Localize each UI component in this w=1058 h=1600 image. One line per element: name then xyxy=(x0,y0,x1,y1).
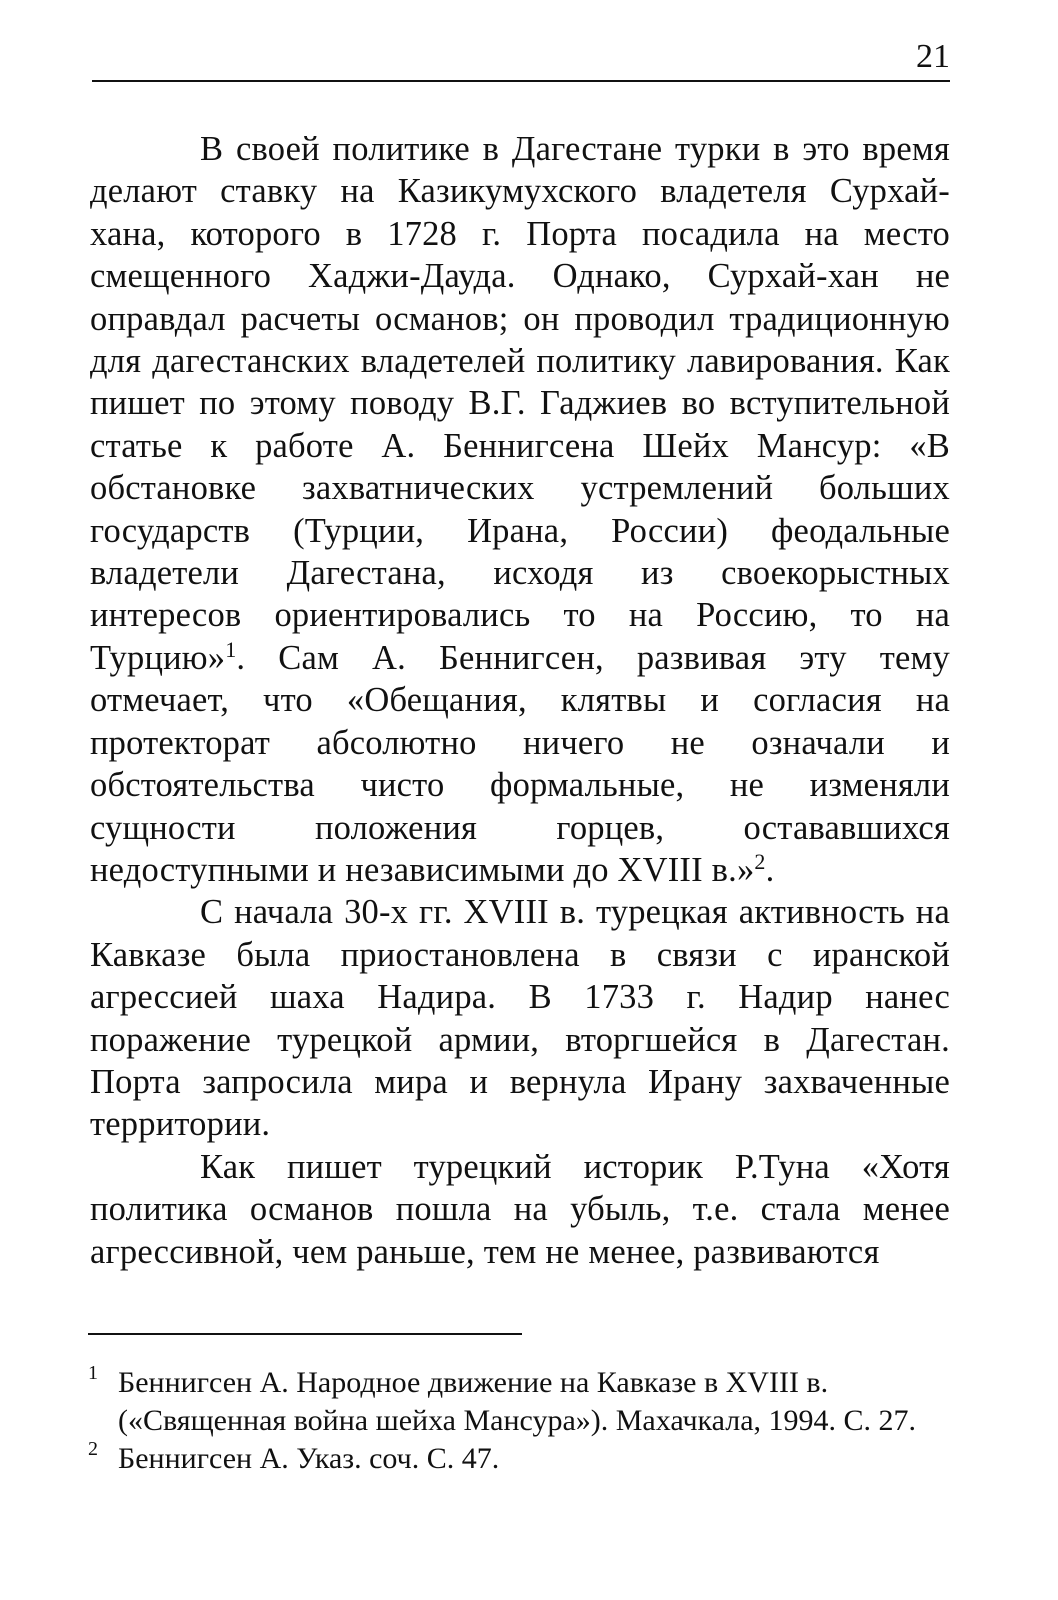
footnote-text: Беннигсен А. Указ. соч. С. 47. xyxy=(118,1442,500,1475)
main-text xyxy=(90,128,950,1273)
page-number: 21 xyxy=(916,38,950,75)
header-rule xyxy=(92,80,950,82)
text-run: В своей политике в Дагестане турки в это время делают ставку на Казикумухского владетеля Сурхай-хана, которого в 1728 г. Порта посадила на место смещенного Хаджи-Дауда. Однако, Сурхай-хан не оправдал расчеты османов; он проводил традиционную для дагестанских владетелей политику лавирования. Как пишет по этому поводу В.Г. Гаджиев во вступительной статье к работе А. Беннигсена Шейх Мансур: «В обстановке захватнических устремлений больших государств (Турции, Ирана, России) феодальные владетели Дагестана, исходя из своекорыстных интересов ориентировались то на Россию, то на Турцию» xyxy=(90,130,950,677)
footnote-mark: 2 xyxy=(88,1438,98,1460)
footnote-text: Беннигсен А. Народное движение на Кавказе в XVIII в. («Священная война шейха Мансура»). Махачкала, 1994. С. 27. xyxy=(118,1366,917,1437)
paragraph xyxy=(90,1146,950,1273)
footnote-ref: 1 xyxy=(225,636,237,662)
text-run: Как пишет турецкий историк Р.Туна «Хотя политика османов пошла на убыль, т.е. стала менее агрессивной, чем раньше, тем не менее, развиваются xyxy=(90,1147,950,1271)
footnote-mark: 1 xyxy=(88,1362,98,1384)
paragraph xyxy=(90,891,950,1145)
text-run: . xyxy=(765,850,775,889)
footnote-rule xyxy=(88,1333,522,1335)
footnote xyxy=(88,1364,948,1440)
footnote-ref: 2 xyxy=(754,848,766,874)
footnotes xyxy=(88,1364,948,1478)
footnote xyxy=(88,1440,948,1478)
text-run: С начала 30-х гг. XVIII в. турецкая активность на Кавказе была приостановлена в связи с иранской агрессией шаха Надира. В 1733 г. Надир нанес поражение турецкой армии, вторгшейся в Дагестан. Порта запросила мира и вернула Ирану захваченные территории. xyxy=(90,893,950,1144)
paragraph xyxy=(90,128,950,891)
text-run: . Сам А. Беннигсен, развивая эту тему отмечает, что «Обещания, клятвы и согласия на протекторат абсолютно ничего не означали и обстоятельства чисто формальные, не изменяли сущности положения горцев, остававшихся недоступными и независимыми до XVIII в.» xyxy=(90,638,950,889)
